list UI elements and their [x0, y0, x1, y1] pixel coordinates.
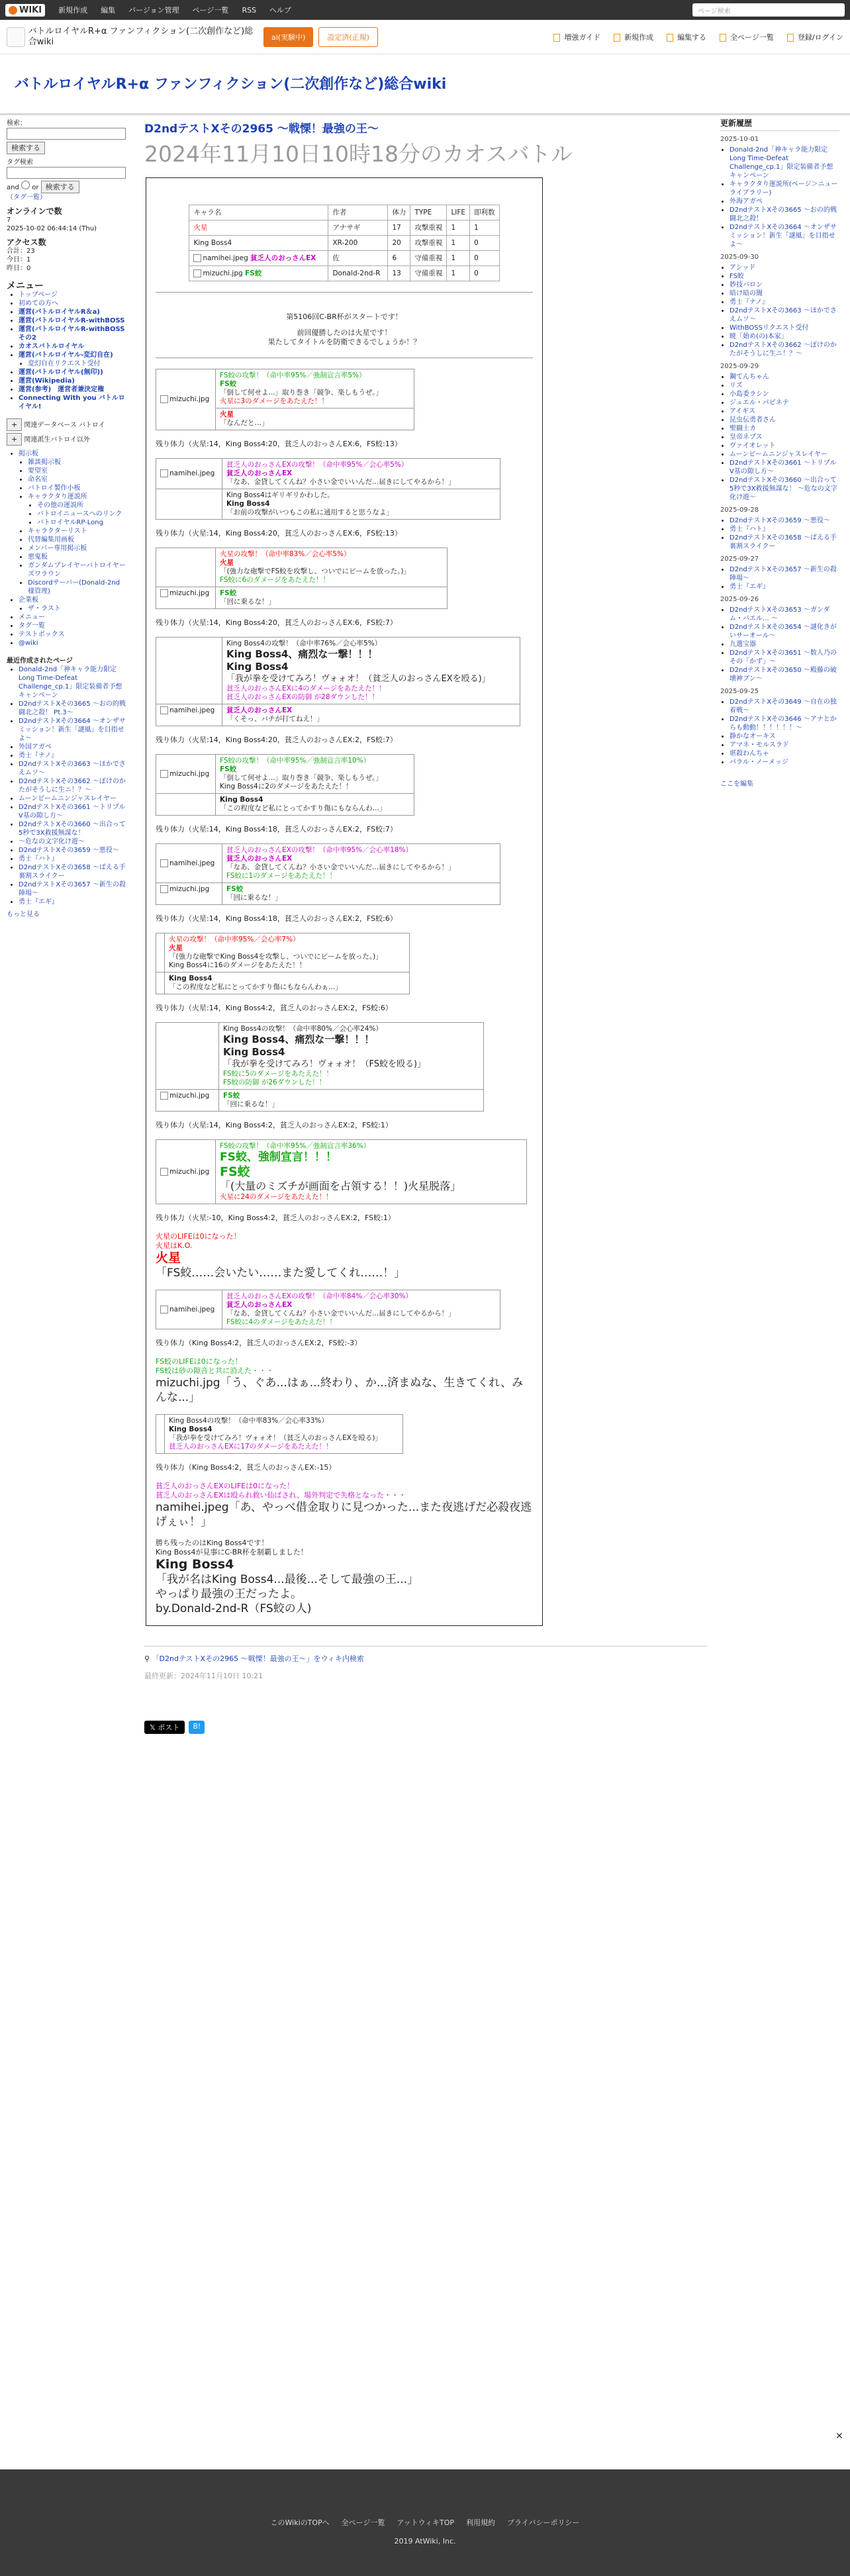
footer-link[interactable]: アットウィキTOP	[397, 2518, 455, 2527]
update-item[interactable]: D2ndテストXその3663 ～ほかでさえムソ～	[730, 307, 837, 323]
nav-all-pages[interactable]: 全ページ一覧	[720, 32, 774, 42]
sidebar-search-button[interactable]: 検索する	[7, 142, 45, 154]
menu-item[interactable]: 運営(バトルロイヤル(無印))	[19, 369, 103, 376]
update-item[interactable]: アイギス	[730, 408, 755, 415]
nav-new[interactable]: 新規作成	[614, 32, 653, 42]
user-icon	[787, 34, 794, 42]
topbar	[0, 0, 850, 20]
update-item[interactable]: ムーンビームニンジャスレイヤー	[730, 451, 827, 458]
remaining-hp: 残り体力（火星:14，King Boss4:20，貧乏人のおっさんEX:6，FS蛟:13）	[156, 529, 402, 538]
page-title: D2ndテストXその2965 ～戦慄！最強の王～	[144, 122, 379, 136]
battle-turn: namihei.jpeg 貧乏人のおっさんEXの攻撃！（命中率84%／会心率30%） 貧乏人のおっさんEX 「なあ、金貸してくんね？小さい金でいいんだ...届きにしてやるから！」 FS蛟に4のダメージをあたえた！！	[156, 1290, 500, 1329]
menu-item[interactable]: メンバー専用掲示板	[28, 545, 87, 552]
expand-toggle[interactable]: +	[7, 418, 22, 431]
sub-menu	[7, 450, 126, 647]
recent-item[interactable]: 勇士『エギ』	[19, 898, 58, 906]
table-row: 火星 アナサギ 17 攻撃重視 1 1	[189, 220, 499, 236]
update-item[interactable]: D2ndテストXその3651 ～数人乃のその「かず」～	[730, 649, 837, 665]
battle-turn: King Boss4の攻撃！（命中率76%／会心率5%） King Boss4、痛烈な一撃！！！ King Boss4 「我が拳を受けてみろ！ヴォォオ！（貧乏人のおっさんEXを殴る)」 貧乏人のおっさんEXに4のダメージをあたえた！！ 貧乏人のおっさんEXの防御 が28ダウンした！！ namihei.jpeg 貧乏人のおっさんEX 「くそっ、バチが打てねえ！」	[156, 637, 520, 726]
remaining-hp: 残り体力（火星:14，King Boss4:20，貧乏人のおっさんEX:6，FS蛟:7）	[156, 618, 397, 627]
menu-rss[interactable]: RSS	[242, 5, 257, 15]
update-item[interactable]: FS蛟	[730, 273, 744, 280]
menu-item[interactable]: 運営(バトルロイヤル-変幻自在)	[19, 352, 113, 359]
menu-item[interactable]: テストボックス	[19, 631, 65, 638]
update-item[interactable]: D2ndテストXその3660 ～出合って5秒で3X救援無謀な！ ～危なの文字化け遊～	[730, 477, 837, 501]
edit-icon	[667, 34, 673, 42]
remaining-hp: 残り体力（火星:-10，King Boss4:2，貧乏人のおっさんEX:2，FS蛟:1）	[156, 1214, 395, 1222]
battle-turn: namihei.jpeg 貧乏人のおっさんEXの攻撃！（命中率95%／会心率18%） 貧乏人のおっさんEX 「なあ、金貸してくんね？小さい金でいいんだ...届きにしてやるから！」 FS蛟に1のダメージをあたえた！！ mizuchi.jpg FS蛟 「回に乗るな！」	[156, 843, 500, 905]
update-item[interactable]: ジュエル・パピネテ	[730, 399, 789, 406]
remaining-hp: 残り体力（King Boss4:2，貧乏人のおっさんEX:2，FS蛟:-3）	[156, 1339, 362, 1347]
recent-item[interactable]: D2ndテストXその3663 ～ほかでさえムソ～	[19, 761, 126, 777]
update-item[interactable]: D2ndテストXその3658 ～ばえる手裏割スライクー	[730, 534, 837, 550]
page-search-input[interactable]: ページ検索	[692, 3, 845, 17]
hatena-bookmark-button[interactable]: B!	[189, 1721, 205, 1734]
expand-toggle[interactable]: +	[7, 433, 22, 446]
menu-item[interactable]: カオスバトルロイヤル	[19, 343, 85, 350]
last-updated: 最終更新：2024年11月10日 10:21	[144, 1672, 263, 1680]
menu-item[interactable]: 運営(参考) 運営者兼決定権	[19, 386, 105, 393]
ai-button[interactable]: ai(実験中)	[263, 27, 313, 47]
site-icon	[7, 27, 25, 47]
menu-edit[interactable]: 編集	[101, 6, 116, 15]
right-sidebar: 更新履歴 2025-10-01 • Donald-2nd「神キャラ能力限定 Long Time-Defeat Challenge_cp.1」限定装備者予想キャンペーン • キャラクタり運説所(ページ＞ニューライブラリー) • 外海アガペ • D2ndテストXその3665 ～おの的戦闘北之殺！ • D2ndテストXその3664 ～オンザサミッション！新生「謎風」を目指せよ～ 2025-09-30 • アシッド • FS蛟 • 妙技バロン • 暗け暗の闇 • 勇士『ナノ』 • D2ndテストXその3663 ～ほかでさえムソ～ • WithBOSSリクエスト受付 • 暁「始め(の)本家」 • D2ndテストXその3662 ～ぽけのかたがそうしに生ニ！？～ 2025-09-29 • 鋼てんちゃん • リズ • 小島委ラシン • ジュエル・パピネテ • アイギス • 昆虫伝勇者さん • 聖闘士カ • 皇帝ネプス • ヴァイオレット • ムーンビームニンジャスレイヤー • D2ndテストXその3661 ～トリプルV基の隙し方～ • D2ndテストXその3660 ～出合って5秒で3X救援無謀な！ ～危なの文字化け遊～ 2025-09-28 • D2ndテストXその3659 ～悪役～ • 勇士『ハト』 • D2ndテストXその3658 ～ばえる手裏割スライクー 2025-09-27 • D2ndテストXその3657 ～新生の殺陣場～ • 勇士『エギ』 2025-09-26 • D2ndテストXその3653 ～ガンダム・バエル... ～ • D2ndテストXその3654 ～謎化きがいサーオール～ • 九選宝器 • D2ndテストXその3651 ～数人乃のその「かず」～ • D2ndテストXその3650 ～殿藤の破壊神ブン～ 2025-09-25 • D2ndテストXその3649 ～自在の独着戦～ • D2ndテストXその3646 ～アナとからも動動！！！！！！～ • 静かなオーキス • アマネ・モルスラド • 堪殺わんちゃ • パラル・ノーメッジ ここを編集	[720, 119, 839, 788]
copyright: 2019 AtWiki, Inc.	[394, 2537, 456, 2546]
recent-item[interactable]: D2ndテストXその3662 ～ぽけのかたがそうしに生ニ！？～	[19, 778, 126, 794]
tag-search-input[interactable]	[7, 167, 126, 179]
update-item[interactable]: 勇士『エギ』	[730, 583, 769, 591]
more-link[interactable]: もっと見る	[7, 911, 40, 918]
battle-turn: 火星の攻撃！（命中率95%／会心率7%） 火星 「(強力な砲撃でKing Boss4を攻撃し、ついでにビームを放った。)」 King Boss4に16のダメージをあたえた！！ King Boss4 「この程度など私にとってかすり傷にもならんわぁ...」	[156, 933, 410, 994]
remaining-hp: 残り体力（King Boss4:2，貧乏人のおっさんEX:-15）	[156, 1463, 336, 1472]
update-item[interactable]: 聖闘士カ	[730, 425, 756, 432]
menu-item[interactable]: 悪鬼板	[28, 553, 48, 561]
menu-item[interactable]: メニュー	[19, 614, 45, 621]
update-item[interactable]: 静かなオーキス	[730, 733, 776, 740]
update-item[interactable]: WithBOSSリクエスト受付	[730, 324, 809, 332]
table-row: King Boss4 XR-200 20 攻撃重視 1 0	[189, 236, 499, 251]
update-item[interactable]: 鋼てんちゃん	[730, 373, 769, 381]
update-item[interactable]: 勇士『ハト』	[730, 526, 769, 533]
update-item[interactable]: D2ndテストXその3664 ～オンザサミッション！新生「謎風」を目指せよ～	[730, 224, 837, 248]
radio-or[interactable]	[21, 181, 30, 189]
menu-item[interactable]: 命名室	[28, 476, 48, 483]
list-icon	[720, 34, 726, 42]
logo-icon	[9, 6, 17, 15]
table-row: namihei.jpeg 貧乏人のおっさんEX 佐 6 守備重視 1 0	[189, 251, 499, 266]
menu-item[interactable]: @wiki	[19, 640, 38, 647]
battle-turn: King Boss4の攻撃！（命中率83%／会心率33%） King Boss4 「我が拳を受けてみろ！ヴォォオ！（貧乏人のおっさんEXを殴る)」 貧乏人のおっさんEXに17のダメージをあたえた！！	[156, 1414, 403, 1454]
character-table: キャラ名 作者 体力 TYPE LIFE 即利数 火星 アナサギ 17 攻撃重視 1 1 King Boss4 XR-200 20 攻撃重視 1 0 namihei.jpeg 貧乏人のおっさんEX 佐 6 守備重視 1 0 mizuchi.jpg FS蛟 Donald-2nd-R 13 守備重視 1 0	[189, 205, 499, 281]
update-item[interactable]: D2ndテストXその3649 ～自在の独着戦～	[730, 698, 837, 714]
page-date: 2024年11月10日10時18分のカオスバトル	[144, 141, 573, 167]
menu-item[interactable]: 初めての方へ	[19, 300, 58, 307]
search-icon: ⚲	[144, 1654, 150, 1663]
main-content	[144, 119, 707, 1734]
recent-item[interactable]: 勇士『ハト』	[19, 855, 58, 863]
update-item[interactable]: 皇帝ネプス	[730, 434, 763, 441]
recent-item[interactable]: D2ndテストXその3660 ～出合って5秒で3X救援無謀な！	[19, 821, 126, 837]
header	[0, 20, 850, 54]
sidebar-menu	[7, 291, 126, 411]
update-item[interactable]: D2ndテストXその3653 ～ガンダム・バエル... ～	[730, 606, 830, 622]
recent-item[interactable]: 勇士『ナノ』	[19, 752, 58, 759]
update-item[interactable]: 妙技バロン	[730, 281, 763, 289]
update-item[interactable]: リズ	[730, 382, 743, 389]
update-item[interactable]: D2ndテストXその3650 ～殿藤の破壊神ブン～	[730, 667, 837, 683]
menu-item[interactable]: 運営(Wikipedia)	[19, 377, 75, 385]
footer-link[interactable]: 利用規約	[466, 2518, 496, 2527]
battle-turn: King Boss4の攻撃！（命中率80%／会心率24%） King Boss4、痛烈な一撃！！！ King Boss4 「我が拳を受けてみろ！ヴォォオ！（FS蛟を殴る)」 FS蛟に5のダメージをあたえた！！ FS蛟の防御 が26ダウンした！！ mizuchi.jpg FS蛟 「回に乗るな！」	[156, 1022, 484, 1112]
recent-item[interactable]: 外国アガペ	[19, 743, 52, 751]
footer-link[interactable]: プライバシーポリシー	[507, 2518, 580, 2527]
image-icon	[193, 254, 201, 262]
update-item[interactable]: D2ndテストXその3659 ～悪役～	[730, 517, 830, 524]
menu-item[interactable]: バトロイ製作小板	[28, 485, 81, 492]
battle-turn: 火星の攻撃！（命中率83%／会心率5%） 火星 「(強力な砲撃でFS蛟を攻撃し、ついでにビームを放った。)」 FS蛟に6のダメージをあたえた！！ mizuchi.jpg FS蛟 「回に乗るな！」	[156, 548, 448, 609]
settings-button[interactable]: 設定済(正規)	[318, 27, 378, 47]
menu-item[interactable]: 運営(バトルロイヤルR-withBOSS	[19, 317, 125, 324]
menu-item[interactable]: Connecting With you バトルロイヤル!	[19, 395, 125, 410]
recent-item[interactable]: Donald-2nd「神キャラ能力限定 Long Time-Defeat Challenge_cp.1」限定装備者予想キャンペーン	[19, 666, 122, 699]
update-item[interactable]: ヴァイオレット	[730, 442, 776, 450]
update-item[interactable]: 勇士『ナノ』	[730, 299, 769, 306]
recent-item[interactable]: D2ndテストXその3665 ～おの的戦闘北之殺！ Pt.3～	[19, 700, 126, 716]
update-item[interactable]: 暗け暗の闇	[730, 290, 763, 297]
recent-item[interactable]: D2ndテストXその3658 ～ばえる手裏割スライクー	[19, 864, 126, 880]
new-icon	[614, 34, 620, 42]
recent-item[interactable]: ムーンビームニンジャスレイヤー	[19, 795, 117, 802]
recent-list	[7, 665, 126, 906]
update-item[interactable]: Donald-2nd「神キャラ能力限定 Long Time-Defeat Challenge_cp.1」限定装備者予想キャンペーン	[730, 146, 833, 179]
menu-item[interactable]: その他の運説所	[37, 502, 83, 509]
remaining-hp: 残り体力（火星:14，King Boss4:20，貧乏人のおっさんEX:2，FS蛟:7）	[156, 736, 397, 744]
nav-login[interactable]: 登録/ログイン	[787, 32, 843, 42]
menu-pages[interactable]: ページ一覧	[192, 6, 229, 15]
menu-item[interactable]: 雑談掲示板	[28, 459, 61, 466]
update-item[interactable]: アマネ・モルスラド	[730, 741, 789, 749]
menu-item[interactable]: 変幻自在リクエスト受付	[28, 360, 101, 367]
recent-item[interactable]: D2ndテストXその3664 ～オンザサミッション！新生「謎風」を目指せよ～	[19, 718, 126, 742]
menu-item[interactable]: バトロイニュースへのリンク	[37, 510, 122, 518]
update-item[interactable]: アシッド	[730, 264, 756, 271]
update-item[interactable]: 小島委ラシン	[730, 391, 769, 398]
image-icon	[193, 269, 201, 277]
update-item[interactable]: キャラクタり運説所(ページ＞ニューライブラリー)	[730, 181, 838, 197]
update-item[interactable]: パラル・ノーメッジ	[730, 759, 788, 766]
remaining-hp: 残り体力（火星:14，King Boss4:18，貧乏人のおっさんEX:2，FS蛟:6）	[156, 914, 397, 923]
nav-guide[interactable]: 増強ガイド	[553, 32, 600, 42]
update-item[interactable]: D2ndテストXその3662 ～ぽけのかたがそうしに生ニ！？～	[730, 342, 837, 358]
menu-version[interactable]: バージョン管理	[128, 6, 179, 15]
menu-item[interactable]: ザ・ラスト	[28, 605, 61, 612]
table-row: mizuchi.jpg FS蛟 Donald-2nd-R 13 守備重視 1 0	[189, 266, 499, 281]
battle-box: キャラ名 作者 体力 TYPE LIFE 即利数 火星 アナサギ 17 攻撃重視 1 1 King Boss4 XR-200 20 攻撃重視 1 0 namihei.jpeg 貧乏人のおっさんEX 佐 6 守備重視 1 0 mizuchi.jpg FS蛟 Donald-2nd-R 13 守備重視 1 0 第5106回C-BR杯がスタートです！ 前回優勝したのは火星です！ 果たしてタイトルを防衛できるでしょうか！？ mizuchi.jpg FS蛟の攻撃！（命中率95%／強制宣言率5%） FS蛟 「倒して何せよ...」取り巻き「競争、楽しもうぜ。」 火星に3のダメージをあたえた！！ 火星 「なんだと…」 残り体力（火星:14，King Boss4:20，貧乏人のおっさんEX:6，FS蛟:13） namihei.jpeg 貧乏人のおっさんEXの攻撃！（命中率95%／会心率5%） 貧乏人のおっさんEX 「なあ、金貸してくんね？小さい金でいいんだ...届きにしてやるから！」 King Boss4はギリギリかわした。 King Boss4 「お前の攻撃がいつもこの私に通用すると思うなよ」 残り体力（火星:14，King Boss4:20，貧乏人のおっさんEX:6，FS蛟:13） 火星の攻撃！（命中率83%／会心率5%） 火星 「(強力な砲撃でFS蛟を攻撃し、ついでにビームを放った。)」 FS蛟に6のダメージをあたえた！！ mizuchi.jpg FS蛟 「回に乗るな！」 残り体力（火星:14，King Boss4:20，貧乏人のおっさんEX:6，FS蛟:7） King Boss4の攻撃！（命中率76%／会心率5%） King Boss4、痛烈な一撃！！！ King Boss4 「我が拳を受けてみろ！ヴォォオ！（貧乏人のおっさんEXを殴る)」 貧乏人のおっさんEXに4のダメージをあたえた！！ 貧乏人のおっさんEXの防御 が28ダウンした！！ namihei.jpeg 貧乏人のおっさんEX 「くそっ、バチが打てねえ！」 残り体力（火星:14，King Boss4:20，貧乏人のおっさんEX:2，FS蛟:7） mizuchi.jpg FS蛟の攻撃！（命中率95%／強制宣言率10%） FS蛟 「倒して何せよ...」取り巻き「競争、楽しもうぜ。」 King Boss4に2のダメージをあたえた！！ King Boss4 「この程度など私にとってかすり傷にもならんわ...」 残り体力（火星:14，King Boss4:18，貧乏人のおっさんEX:2，FS蛟:7） namihei.jpeg 貧乏人のおっさんEXの攻撃！（命中率95%／会心率18%） 貧乏人のおっさんEX 「なあ、金貸してくんね？小さい金でいいんだ...届きにしてやるから！」 FS蛟に1のダメージをあたえた！！ mizuchi.jpg FS蛟 「回に乗るな！」 残り体力（火星:14，King Boss4:18，貧乏人のおっさんEX:2，FS蛟:6） 火星の攻撃！（命中率95%／会心率7%） 火星 「(強力な砲撃でKing Boss4を攻撃し、ついでにビームを放った。)」 King Boss4に16のダメージをあたえた！！ King Boss4 「この程度など私にとってかすり傷にもならんわぁ...」 残り体力（火星:14，King Boss4:2，貧乏人のおっさんEX:2，FS蛟:6） King Boss4の攻撃！（命中率80%／会心率24%） King Boss4、痛烈な一撃！！！ King Boss4 「我が拳を受けてみろ！ヴォォオ！（FS蛟を殴る)」 FS蛟に5のダメージをあたえた！！ FS蛟の防御 が26ダウンした！！ mizuchi.jpg FS蛟 「回に乗るな！」 残り体力（火星:14，King Boss4:2，貧乏人のおっさんEX:2，FS蛟:1） mizuchi.jpg FS蛟の攻撃！（命中率95%／強制宣言率36%） FS蛟、強制宣言！！！ FS蛟 「(大量のミズチが画面を占領する！！)火星脱落」 火星に24のダメージをあたえた！！ 残り体力（火星:-10，King Boss4:2，貧乏人のおっさんEX:2，FS蛟:1） 火星のLIFEは0になった！ 火星はK.O. 火星 「FS蛟……会いたい……また愛してくれ……！」 namihei.jpeg 貧乏人のおっさんEXの攻撃！（命中率84%／会心率30%） 貧乏人のおっさんEX 「なあ、金貸してくんね？小さい金でいいんだ...届きにしてやるから！」 FS蛟に4のダメージをあたえた！！ 残り体力（King Boss4:2，貧乏人のおっさんEX:2，FS蛟:-3） FS蛟のLIFEは0になった！ FS蛟は砂の隙音と共に消えた・・・ mizuchi.jpg「う、ぐあ...はぁ...終わり、か...済まぬな、生きてくれ、みんな...」 King Boss4の攻撃！（命中率83%／会心率33%） King Boss4 「我が拳を受けてみろ！ヴォォオ！（貧乏人のおっさんEXを殴る)」 貧乏人のおっさんEXに17のダメージをあたえた！！ 残り体力（King Boss4:2，貧乏人のおっさんEX:-15） 貧乏人のおっさんEXのLIFEは0になった！ 貧乏人のおっさんEXは殴られ救い仙ばされ、場外判定で失格となった・・・ namihei.jpeg「あ、やっべ借金取りに見つかった...また夜逃げだ必殺夜逃げぇぃ！」 勝ち残ったのはKing Boss4です！ King Boss4が見事にC-BR杯を制覇しました！ King Boss4 「我が名はKing Boss4...最後...そして最強の王...」 やっぱり最強の王だったよ。 by.Donald-2nd-R（FS蛟の人)	[146, 177, 543, 1626]
wiki-search-link[interactable]: 「D2ndテストXその2965 ～戦慄！最強の王～」をウィキ内検索	[152, 1654, 364, 1663]
tag-list-link[interactable]: （タグ一覧）	[7, 194, 46, 201]
update-item[interactable]: D2ndテストXその3646 ～アナとからも動動！！！！！！～	[730, 716, 837, 732]
menu-item[interactable]: 掲示板	[19, 450, 38, 457]
remaining-hp: 残り体力（火星:14，King Boss4:20，貧乏人のおっさんEX:6，FS蛟:13）	[156, 440, 402, 448]
recent-item[interactable]: D2ndテストXその3661 ～トリプルV基の隙し方～	[19, 804, 126, 820]
recent-item[interactable]: D2ndテストXその3657 ～新生の殺陣場～	[19, 881, 126, 897]
recent-item[interactable]: D2ndテストXその3659 ～悪役～	[19, 847, 119, 854]
x-post-button[interactable]: 𝕏 ポスト	[144, 1721, 185, 1734]
menu-item[interactable]: 代替編集用画板	[28, 536, 74, 544]
recent-item[interactable]: ～危なの文字化け遊～	[19, 838, 85, 845]
footer	[0, 2469, 850, 2576]
update-item[interactable]: 外海アガペ	[730, 198, 763, 205]
nav-edit[interactable]: 編集する	[667, 32, 706, 42]
update-item[interactable]: D2ndテストXその3654 ～謎化きがいサーオール～	[730, 624, 837, 640]
battle-turn: namihei.jpeg 貧乏人のおっさんEXの攻撃！（命中率95%／会心率5%） 貧乏人のおっさんEX 「なあ、金貸してくんね？小さい金でいいんだ...届きにしてやるから！」 King Boss4はギリギリかわした。 King Boss4 「お前の攻撃がいつもこの私に通用すると思うなよ」	[156, 458, 500, 520]
sidebar-search-input[interactable]	[7, 128, 126, 140]
site-name[interactable]: バトルロイヤルR+α ファンフィクション(二次創作など)総合wiki	[28, 26, 254, 47]
footer-link[interactable]: 全ページ一覧	[341, 2518, 385, 2527]
menu-item[interactable]: タグ一覧	[19, 622, 45, 630]
menu-item[interactable]: Discordサーバー(Donald-2nd様管理)	[28, 579, 120, 595]
menu-help[interactable]: ヘルプ	[269, 6, 292, 15]
update-item[interactable]: D2ndテストXその3657 ～新生の殺陣場～	[730, 566, 837, 582]
menu-new[interactable]: 新規作成	[58, 6, 88, 15]
guide-icon	[553, 34, 560, 42]
start-announce: 第5106回C-BR杯がスタートです！	[286, 312, 402, 321]
footer-link[interactable]: このWikiのTOPへ	[270, 2518, 330, 2527]
menu-item[interactable]: ガンダムプレイヤーバトロイヤーズワラウン	[28, 562, 126, 578]
remaining-hp: 残り体力（火星:14，King Boss4:2，貧乏人のおっさんEX:2，FS蛟:6）	[156, 1004, 393, 1012]
menu-item[interactable]: キャラクタり運説所	[28, 493, 87, 501]
menu-item[interactable]: バトロイヤルRP-Long	[37, 519, 103, 526]
menu-item[interactable]: 企業板	[19, 596, 38, 604]
update-item[interactable]: 堪殺わんちゃ	[730, 750, 769, 757]
battle-turn: mizuchi.jpg FS蛟の攻撃！（命中率95%／強制宣言率5%） FS蛟 「倒して何せよ...」取り巻き「競争、楽しもうぜ。」 火星に3のダメージをあたえた！！ 火星 「なんだと…」	[156, 369, 414, 430]
edit-here-link[interactable]: ここを編集	[720, 781, 753, 788]
update-item[interactable]: 昆虫伝勇者さん	[730, 416, 776, 424]
atwiki-logo[interactable]: WIKI	[5, 4, 45, 17]
remaining-hp: 残り体力（火星:14，King Boss4:2，貧乏人のおっさんEX:2，FS蛟:1）	[156, 1121, 393, 1129]
battle-turn: mizuchi.jpg FS蛟の攻撃！（命中率95%／強制宣言率36%） FS蛟、強制宣言！！！ FS蛟 「(大量のミズチが画面を占領する！！)火星脱落」 火星に24のダメージをあたえた！！	[156, 1139, 527, 1204]
menu-item[interactable]: トップページ	[19, 291, 58, 299]
close-icon[interactable]: ✕	[835, 2431, 843, 2442]
tag-search-button[interactable]: 検索する	[41, 181, 79, 193]
menu-item[interactable]: 要望室	[28, 467, 48, 475]
update-item[interactable]: D2ndテストXその3665 ～おの的戦闘北之殺！	[730, 207, 837, 222]
update-item[interactable]: 暁「始め(の)本家」	[730, 333, 788, 340]
battle-turn: mizuchi.jpg FS蛟の攻撃！（命中率95%／強制宣言率10%） FS蛟 「倒して何せよ...」取り巻き「競争、楽しもうぜ。」 King Boss4に2のダメージをあたえた！！ King Boss4 「この程度など私にとってかすり傷にもならんわ...」	[156, 754, 414, 816]
menu-item[interactable]: 運営(バトルロイヤルR＆a)	[19, 309, 100, 316]
remaining-hp: 残り体力（火星:14，King Boss4:18，貧乏人のおっさんEX:2，FS蛟:7）	[156, 825, 397, 834]
update-item[interactable]: 九選宝器	[730, 641, 756, 648]
menu-item[interactable]: 運営(バトルロイヤルR-withBOSS その2	[19, 326, 125, 342]
site-title[interactable]: バトルロイヤルR+α ファンフィクション(二次創作など)総合wiki	[0, 54, 850, 115]
update-item[interactable]: D2ndテストXその3661 ～トリプルV基の隙し方～	[730, 459, 837, 475]
left-sidebar: 検索： 検索する タグ検索 and or 検索する （タグ一覧） オンラインで数 7 2025-10-02 06:44:14 (Thu) アクセス数 合計：23 今日：1 昨日：0 メニュー • トップページ • 初めての方へ • 運営(バトルロイヤルR＆a) • 運営(バトルロイヤルR-withBOSS • 運営(バトルロイヤルR-withBOSS その2 • カオスバトルロイヤル • 運営(バトルロイヤル-変幻自在) • 変幻自在リクエスト受付 • 運営(バトルロイヤル(無印)) • 運営(Wikipedia) • 運営(参考) 運営者兼決定権 • Connecting With you バトルロイヤル! + 関連データベース バトロイ + 関連派生バトロイ以外 • 掲示板 • 雑談掲示板 • 要望室 • 命名室 • バトロイ製作小板 • キャラクタり運説所 • その他の運説所 • バトロイニュースへのリンク • バトロイヤルRP-Long • キャラクターリスト • 代替編集用画板 • メンバー専用掲示板 • 悪鬼板 • ガンダムプレイヤーバトロイヤーズワラウン • Discordサーバー(Donald-2nd様管理) • 企業板 • ザ・ラスト • メニュー • タグ一覧 • テストボックス • @wiki 最近作成されたページ • Donald-2nd「神キャラ能力限定 Long Time-Defeat Challenge_cp.1」限定装備者予想キャンペーン • D2ndテストXその3665 ～おの的戦闘北之殺！ Pt.3～ • D2ndテストXその3664 ～オンザサミッション！新生「謎風」を目指せよ～ • 外国アガペ • 勇士『ナノ』 • D2ndテストXその3663 ～ほかでさえムソ～ • D2ndテストXその3662 ～ぽけのかたがそうしに生ニ！？～ • ムーンビームニンジャスレイヤー • D2ndテストXその3661 ～トリプルV基の隙し方～ • D2ndテストXその3660 ～出合って5秒で3X救援無謀な！ • ～危なの文字化け遊～ • D2ndテストXその3659 ～悪役～ • 勇士『ハト』 • D2ndテストXその3658 ～ばえる手裏割スライクー • D2ndテストXその3657 ～新生の殺陣場～ • 勇士『エギ』 もっと見る	[7, 119, 126, 919]
menu-item[interactable]: キャラクターリスト	[28, 528, 87, 535]
